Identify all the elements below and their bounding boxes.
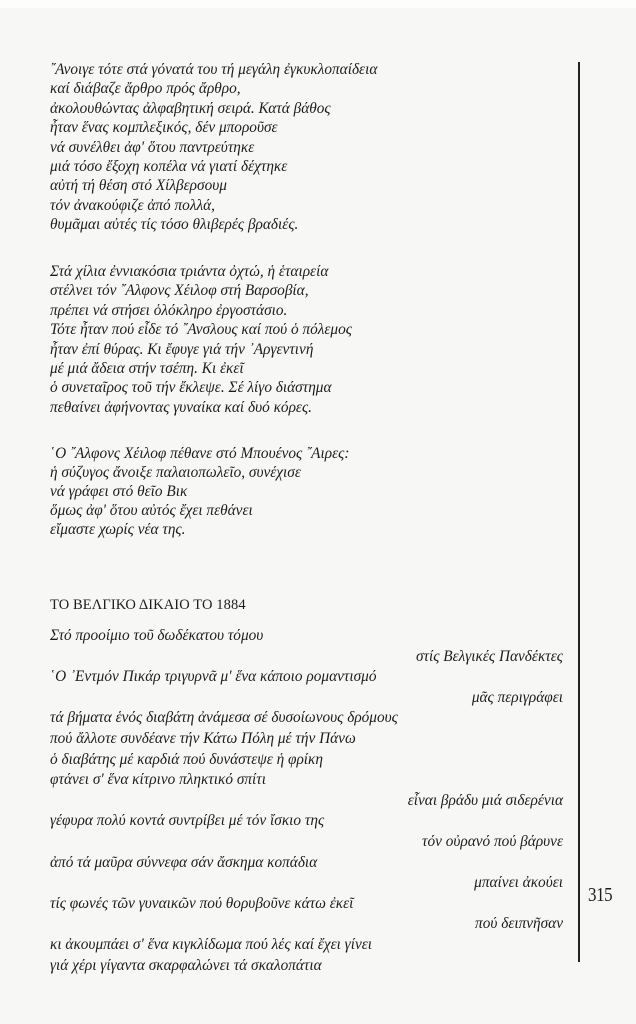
- verse-line: νά συνέλθει ἀφ' ὅτου παντρεύτηκε: [50, 138, 255, 156]
- verse-line: ἀπό τά μαῦρα σύννεφα σάν ἄσκημα κοπάδια: [50, 853, 318, 871]
- verse-line: εἶναι βράδυ μιά σιδερένια: [407, 791, 563, 809]
- verse-line: μιά τόσο ἔξοχη κοπέλα νά γιατί δέχτηκε: [50, 158, 288, 176]
- verse-line: ἦταν ἐπί θύρας. Κι ἔφυγε γιά τήν ᾽Αργεντινή: [50, 340, 314, 358]
- verse-line: θυμᾶμαι αὐτές τίς τόσο θλιβερές βραδιές.: [50, 216, 299, 234]
- verse-line: τόν ἀνακούφιζε ἀπό πολλά,: [50, 196, 215, 214]
- verse-line: εἴμαστε χωρίς νέα της.: [50, 521, 186, 538]
- verse-line: πού ἄλλοτε συνδέανε τήν Κάτω Πόλη μέ τήν Πάνω: [50, 729, 356, 747]
- verse-line: Στά χίλια ἐννιακόσια τριάντα ὀχτώ, ἡ ἑταιρεία: [50, 263, 329, 280]
- verse-line: ῾Ο ῎Αλφονς Χέιλοφ πέθανε στό Μπουένος ῎Αιρες:: [50, 445, 350, 462]
- verse-line: ἀκολουθώντας ἀλφαβητική σειρά. Κατά βάθος: [50, 99, 331, 117]
- verse-line: γέφυρα πολύ κοντά συντρίβει μέ τόν ἴσκιο της: [50, 812, 325, 830]
- verse-line: μπαίνει ἀκούει: [474, 874, 563, 892]
- verse-line: Τότε ἦταν πού εἶδε τό ῎Ανσλους καί πού ὁ πόλεμος: [50, 321, 352, 339]
- verse-line: στίς Βελγικές Πανδέκτες: [415, 647, 563, 665]
- verse-line: καί διάβαζε ἄρθρο πρός ἄρθρο,: [50, 80, 241, 98]
- verse-line: νά γράφει στό θεῖο Βικ: [50, 483, 188, 500]
- verse-line: στέλνει τόν ῎Αλφονς Χέιλοφ στή Βαρσοβία,: [50, 282, 309, 300]
- verse-line: τίς φωνές τῶν γυναικῶν πού θορυβοῦνε κάτω ἐκεῖ: [50, 894, 354, 912]
- verse-line: πού δειπνῆσαν: [475, 915, 563, 933]
- page-number: 315: [588, 884, 613, 906]
- verse-line: ἦταν ἕνας κομπλεξικός, δέν μποροῦσε: [50, 119, 278, 137]
- verse-line: κι ἀκουμπάει σ' ἕνα κιγκλίδωμα πού λές καί ἔχει γίνει: [50, 935, 373, 953]
- verse-line: τά βήματα ἑνός διαβάτη ἀνάμεσα σέ δυσοίωνους δρόμους: [50, 709, 398, 727]
- verse-line: ὁ συνεταῖρος τοῦ τήν ἔκλεψε. Σέ λίγο διάστημα: [50, 379, 332, 397]
- verse-line: ῾Ο ᾽Εντμόν Πικάρ τριγυρνᾶ μ' ἕνα κάποιο ρομαντισμό: [50, 668, 377, 686]
- poem-title: ΤΟ ΒΕΛΓΙΚΟ ΔΙΚΑΙΟ ΤΟ 1884: [50, 597, 246, 613]
- scan-edge: [0, 0, 636, 8]
- verse-line: ῎Ανοιγε τότε στά γόνατά του τή μεγάλη ἐγκυκλοπαίδεια: [50, 61, 378, 78]
- verse-line: ὅμως ἀφ' ὅτου αὐτός ἔχει πεθάνει: [50, 502, 253, 519]
- stanza-1: [50, 60, 570, 235]
- stanza-3: [50, 444, 570, 539]
- verse-line: τόν οὐρανό πού βάρυνε: [421, 832, 563, 850]
- verse-line: μέ μιά ἄδεια στήν τσέπη. Κι ἐκεῖ: [50, 360, 244, 378]
- verse-line: πρέπει νά στήσει ὁλόκληρο ἐργοστάσιο.: [50, 301, 288, 319]
- verse-line: γιά χέρι γίγαντα σκαρφαλώνει τά σκαλοπάτια: [50, 956, 322, 974]
- verse-line: ἡ σύζυγος ἄνοιξε παλαιοπωλεῖο, συνέχισε: [50, 464, 301, 481]
- verse-line: πεθαίνει ἀφήνοντας γυναίκα καί δυό κόρες.: [50, 398, 312, 416]
- verse-line: ὁ διαβάτης μέ καρδιά πού δυνάστεψε ἡ φρίκη: [50, 750, 323, 768]
- verse-line: μᾶς περιγράφει: [471, 688, 563, 706]
- verse-line: αὐτή τή θέση στό Χίλβερσουμ: [50, 177, 227, 195]
- margin-rule: [578, 62, 580, 962]
- stanza-2: [50, 262, 570, 417]
- verse-line: φτάνει σ' ἕνα κίτρινο πληκτικό σπίτι: [50, 771, 267, 789]
- poem-body: [50, 626, 563, 976]
- verse-line: Στό προοίμιο τοῦ δωδέκατου τόμου: [50, 627, 264, 644]
